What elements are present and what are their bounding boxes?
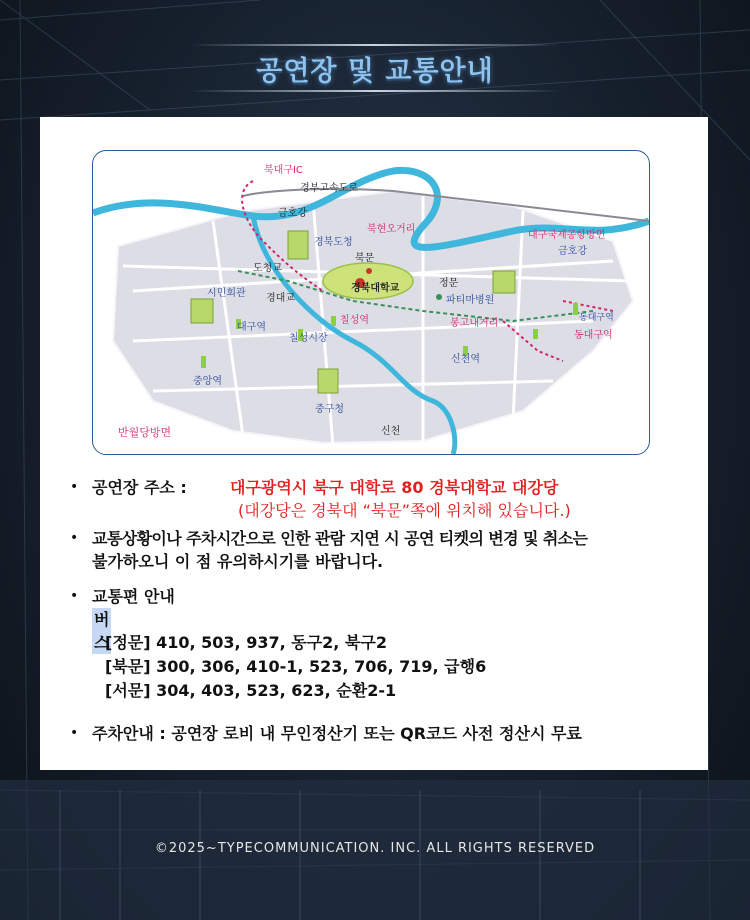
map-label-bukdaegu-ic: 북대구IC: [264, 165, 303, 176]
map-label-banwoldang: 반월당방면: [118, 426, 172, 439]
copyright: ©2025~TYPECOMMUNICATION. INC. ALL RIGHTS RESERVED: [154, 841, 596, 856]
map-label-dongdaegu-station: 동대구역: [574, 330, 613, 341]
map-label-expressway: 경부고속도로: [300, 183, 358, 194]
map-label-geumho-river-east: 금호강: [558, 246, 587, 257]
map-label-citizens-hall: 시민회관: [207, 288, 246, 299]
address-value: 대구광역시 북구 대학로 80 경북대학교 대강당: [230, 478, 559, 497]
map-label-bonggo: 봉고내거리: [450, 318, 499, 329]
content-panel: [40, 117, 708, 770]
route-main-gate: [정문] 410, 503, 937, 동구2, 북구2: [105, 633, 387, 652]
notice-line-2: 불가하오니 이 점 유의하시기를 바랍니다.: [92, 552, 384, 571]
location-map: [92, 150, 650, 455]
bullet-icon: •: [70, 530, 79, 546]
bullet-icon: •: [70, 588, 79, 604]
notice-line-1: 교통상황이나 주차시간으로 인한 관람 지연 시 공연 티켓의 변경 및 취소는: [92, 529, 588, 548]
map-label-main-gate: 정문: [439, 278, 459, 289]
map-label-docheonggyo: 도청교: [253, 263, 282, 274]
map-label-fatima-hospital: 파티마병원: [446, 295, 495, 306]
map-label-dongdaegu-small: 동대구역: [579, 313, 614, 323]
map-label-gyeongdaegyo: 경대교: [266, 293, 295, 304]
map-label-airport-direction: 대구국제공항방면: [528, 230, 606, 241]
address-note: (대강당은 경북대 “북문”쪽에 위치해 있습니다.): [238, 501, 571, 520]
map-label-bukhyeon: 북현오거리: [367, 224, 416, 235]
title-banner: [0, 40, 750, 100]
route-west-gate: [서문] 304, 403, 523, 623, 순환2-1: [105, 681, 397, 700]
bus-label: 버스: [94, 610, 110, 652]
map-label-north-gate: 북문: [355, 253, 375, 264]
bullet-icon: •: [70, 479, 79, 495]
parking-text: 주차안내 : 공연장 로비 내 무인정산기 또는 QR코드 사전 정산시 무료: [92, 724, 582, 743]
title-rule-top: [190, 44, 560, 46]
map-label-sincheon-station: 신천역: [451, 354, 480, 365]
map-label-junggu-office: 중구청: [315, 404, 344, 415]
page-title: 공연장 및 교통안내: [256, 56, 494, 87]
map-label-chilseong-station: 칠성역: [340, 315, 369, 326]
address-label: 공연장 주소 :: [92, 478, 187, 497]
map-label-geumho-river: 금호강: [278, 208, 307, 219]
route-north-gate: [북문] 300, 306, 410-1, 523, 706, 719, 급행6: [105, 657, 487, 676]
map-label-jungang-station: 중앙역: [193, 376, 222, 387]
map-label-chilseong-market: 칠성시장: [289, 333, 328, 344]
transport-title: 교통편 안내: [92, 587, 175, 606]
map-label-provincial-office: 경북도청: [314, 237, 353, 248]
map-label-sincheon: 신천: [381, 426, 401, 437]
map-label-daegu-station: 대구역: [237, 322, 266, 333]
map-graphic: [93, 151, 649, 454]
map-label-knu: 경북대학교: [351, 283, 400, 294]
title-rule-bottom: [190, 90, 560, 92]
bullet-icon: •: [70, 725, 79, 741]
